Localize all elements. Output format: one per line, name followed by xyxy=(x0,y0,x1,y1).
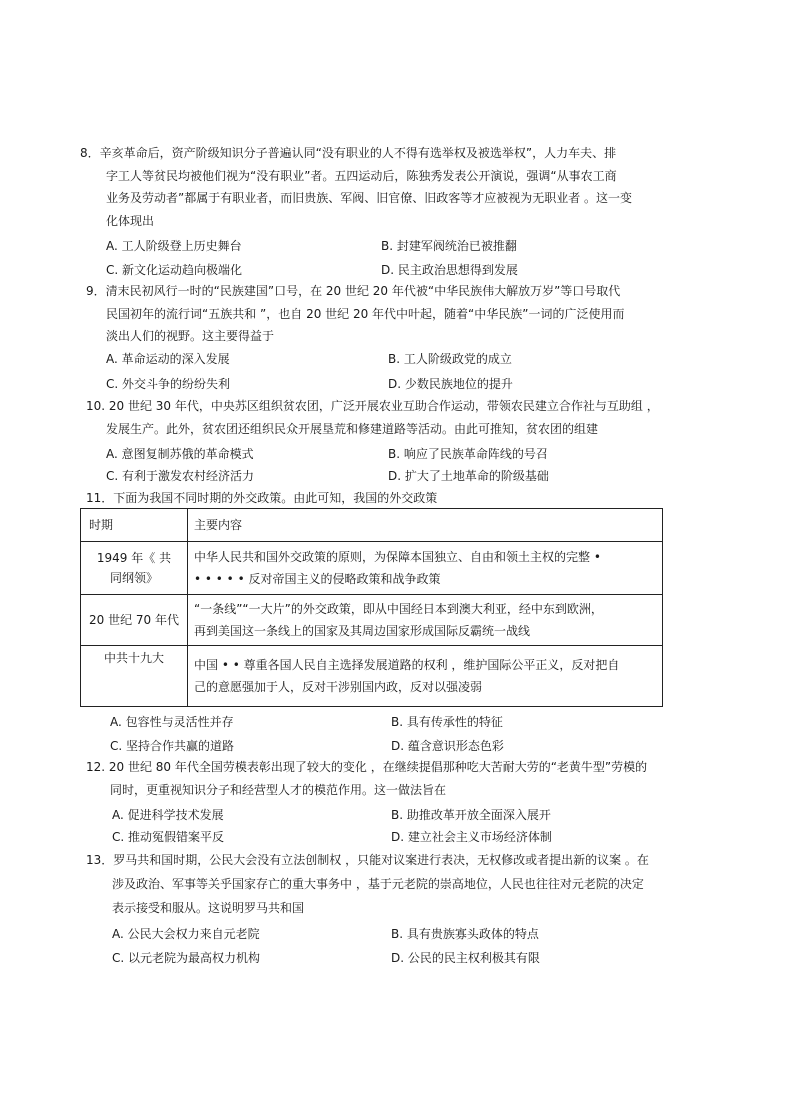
question-11-option-a[interactable]: A. 包容性与灵活性并存 xyxy=(110,715,234,729)
table-header-row xyxy=(81,509,663,542)
question-12-option-b[interactable]: B. 助推改革开放全面深入展开 xyxy=(391,808,551,822)
table-row xyxy=(81,542,663,595)
question-13-option-d[interactable]: D. 公民的民主权利极其有限 xyxy=(391,951,540,965)
question-9-option-d[interactable]: D. 少数民族地位的提升 xyxy=(388,377,513,391)
question-8-stem-line-3: 业务及劳动者”都属于有职业者，而旧贵族、军阀、旧官僚、旧政客等才应被视为无职业者 。这一变 xyxy=(106,191,633,205)
question-8-stem-line-2: 字工人等贫民均被他们视为“没有职业”者。五四运动后，陈独秀发表公开演说，强调“从事农工商 xyxy=(106,169,617,183)
table-row xyxy=(81,595,663,646)
table-header-content: 主要内容 xyxy=(188,509,663,542)
question-12-option-c[interactable]: C. 推动冤假错案平反 xyxy=(112,830,225,844)
question-13-stem-line-1: 13．罗马共和国时期，公民大会没有立法创制权 ，只能对议案进行表决，无权修改或者提出新的议案 。在 xyxy=(86,853,649,867)
question-13-option-c[interactable]: C. 以元老院为最高权力机构 xyxy=(112,951,261,965)
question-8-option-c[interactable]: C. 新文化运动趋向极端化 xyxy=(106,263,243,277)
question-13-stem-line-3: 表示接受和服从。这说明罗马共和国 xyxy=(112,901,305,915)
question-8-option-b[interactable]: B. 封建军阀统治已被推翻 xyxy=(381,239,517,253)
content-line: 中华人民共和国外交政策的原则，为保障本国独立、自由和领土主权的完整 • xyxy=(194,550,601,564)
table-cell-content xyxy=(188,646,663,707)
question-10-stem-line-2: 发展生产。此外，贫农团还组织民众开展垦荒和修建道路等活动。由此可推知，贫农团的组建 xyxy=(106,422,599,436)
content-line: 中国 • • 尊重各国人民自主选择发展道路的权利 ，维护国际公平正义，反对把自 xyxy=(194,658,620,672)
table-cell-period xyxy=(81,542,188,595)
table-cell-content xyxy=(188,542,663,595)
question-12-stem-line-2: 同时，更重视知识分子和经营型人才的模范作用。这一做法旨在 xyxy=(110,783,447,797)
period-line: 同纲领》 xyxy=(109,571,158,585)
question-9-stem-line-1: 9．清末民初风行一时的“民族建国”口号，在 20 世纪 20 年代被“中华民族伟大解放万岁”等口号取代 xyxy=(86,284,621,298)
question-8-option-d[interactable]: D. 民主政治思想得到发展 xyxy=(381,263,518,277)
question-10-option-a[interactable]: A. 意图复制苏俄的革命模式 xyxy=(106,447,254,461)
question-12-option-a[interactable]: A. 促进科学技术发展 xyxy=(112,808,224,822)
question-12-option-d[interactable]: D. 建立社会主义市场经济体制 xyxy=(391,830,552,844)
period-line: 1949 年《 共 xyxy=(96,551,172,565)
period-line: 20 世纪 70 年代 xyxy=(89,613,179,627)
content-line: 己的意愿强加于人，反对干涉别国内政，反对以强凌弱 xyxy=(194,680,483,694)
question-11-option-d[interactable]: D. 蕴含意识形态色彩 xyxy=(391,739,504,753)
content-line: 再到美国这一条线上的国家及其周边国家形成国际反霸统一战线 xyxy=(194,624,531,638)
question-10-option-c[interactable]: C. 有利于激发农村经济活力 xyxy=(106,469,255,483)
question-9-stem-line-3: 淡出人们的视野。这主要得益于 xyxy=(106,329,275,343)
question-11-stem: 11．下面为我国不同时期的外交政策。由此可知，我国的外交政策 xyxy=(86,491,438,505)
table-cell-period xyxy=(81,595,188,646)
table-cell-period xyxy=(81,646,188,707)
question-10-option-b[interactable]: B. 响应了民族革命阵线的号召 xyxy=(388,447,548,461)
table-row xyxy=(81,646,663,707)
question-11-option-c[interactable]: C. 坚持合作共赢的道路 xyxy=(110,739,235,753)
content-line: “一条线”“一大片”的外交政策，即从中国经日本到澳大利亚，经中东到欧洲， xyxy=(194,602,603,616)
question-9-option-a[interactable]: A. 革命运动的深入发展 xyxy=(106,352,230,366)
table-header-period: 时期 xyxy=(81,509,188,542)
question-10-option-d[interactable]: D. 扩大了土地革命的阶级基础 xyxy=(388,469,549,483)
foreign-policy-table xyxy=(80,508,663,707)
question-13-option-b[interactable]: B. 具有贵族寡头政体的特点 xyxy=(391,927,539,941)
question-8-option-a[interactable]: A. 工人阶级登上历史舞台 xyxy=(106,239,242,253)
question-13-option-a[interactable]: A. 公民大会权力来自元老院 xyxy=(112,927,260,941)
question-8-stem-line-1: 8．辛亥革命后，资产阶级知识分子普遍认同“没有职业的人不得有选举权及被选举权”，人力车夫、排 xyxy=(80,146,617,160)
content-line: • • • • • 反对帝国主义的侵略政策和战争政策 xyxy=(194,572,441,586)
question-11-option-b[interactable]: B. 具有传承性的特征 xyxy=(391,715,503,729)
question-9-option-b[interactable]: B. 工人阶级政党的成立 xyxy=(388,352,512,366)
question-9-stem-line-2: 民国初年的流行词“五族共和 ”，也自 20 世纪 20 年代中叶起，随着“中华民族”一词的广泛使用而 xyxy=(106,307,625,321)
period-line: 中共十九大 xyxy=(103,651,164,665)
question-12-stem-line-1: 12. 20 世纪 80 年代全国劳模表彰出现了较大的变化 ，在继续提倡那种吃大苦耐大劳的“老黄牛型”劳模的 xyxy=(86,760,648,774)
question-10-stem-line-1: 10. 20 世纪 30 年代，中央苏区组织贫农团，广泛开展农业互助合作运动，带领农民建立合作社与互助组 ， xyxy=(86,399,659,413)
table-cell-content xyxy=(188,595,663,646)
question-9-option-c[interactable]: C. 外交斗争的纷纷失利 xyxy=(106,377,231,391)
question-8-stem-line-4: 化体现出 xyxy=(106,214,155,228)
question-13-stem-line-2: 涉及政治、军事等关乎国家存亡的重大事务中 ，基于元老院的崇高地位，人民也往往对元老院的决定 xyxy=(112,877,644,891)
